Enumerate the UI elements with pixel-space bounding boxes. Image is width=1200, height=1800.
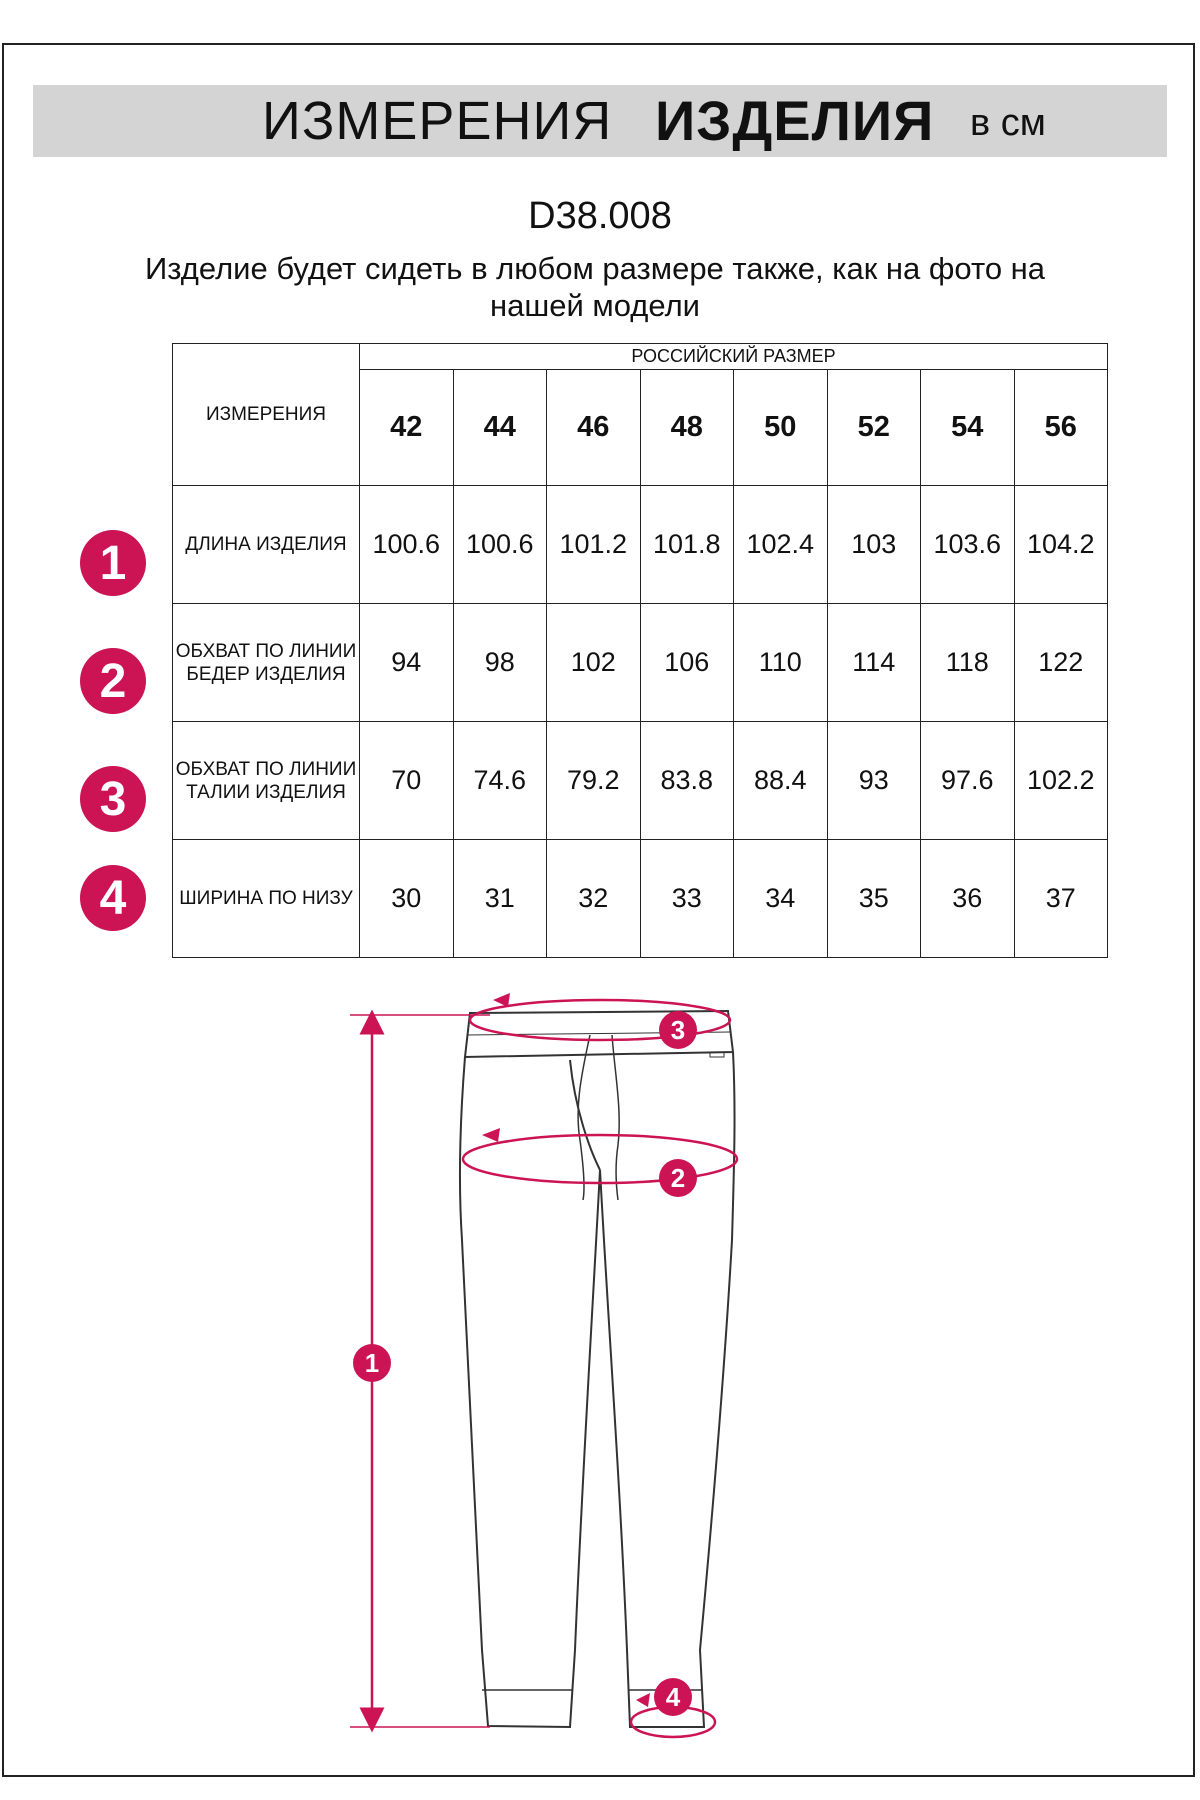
size-header: 46 <box>547 370 641 486</box>
table-cell: 122 <box>1014 604 1108 722</box>
table-cell: 31 <box>453 840 547 958</box>
diagram-pin <box>654 1678 692 1716</box>
size-header: 54 <box>921 370 1015 486</box>
svg-text:4: 4 <box>665 1682 681 1712</box>
diagram-pin <box>353 1344 391 1382</box>
fit-subtitle: Изделие будет сидеть в любом размере также, как на фото на нашей модели <box>144 251 1046 323</box>
diagram-pin <box>659 1011 697 1049</box>
table-cell: 79.2 <box>547 722 641 840</box>
table-cell: 110 <box>734 604 828 722</box>
table-cell: 102.2 <box>1014 722 1108 840</box>
size-header: 48 <box>640 370 734 486</box>
table-cell: 70 <box>360 722 454 840</box>
table-cell: 101.2 <box>547 486 641 604</box>
size-group-header: РОССИЙСКИЙ РАЗМЕР <box>360 344 1108 370</box>
pants-outline <box>460 1011 735 1727</box>
table-cell: 104.2 <box>1014 486 1108 604</box>
measurement-annotations <box>350 1000 737 1737</box>
table-cell: 83.8 <box>640 722 734 840</box>
table-cell: 114 <box>827 604 921 722</box>
table-cell: 97.6 <box>921 722 1015 840</box>
svg-text:2: 2 <box>670 1163 686 1193</box>
table-cell: 101.8 <box>640 486 734 604</box>
row-number-badge: 1 <box>80 530 146 596</box>
article-code: D38.008 <box>528 195 672 237</box>
table-cell: 100.6 <box>360 486 454 604</box>
table-cell: 74.6 <box>453 722 547 840</box>
table-cell: 103.6 <box>921 486 1015 604</box>
table-cell: 35 <box>827 840 921 958</box>
table-cell: 118 <box>921 604 1015 722</box>
table-cell: 33 <box>640 840 734 958</box>
table-cell: 93 <box>827 722 921 840</box>
row-number-badge: 4 <box>80 865 146 931</box>
diagram-pin <box>659 1159 697 1197</box>
size-header: 52 <box>827 370 921 486</box>
table-cell: 100.6 <box>453 486 547 604</box>
size-header: 56 <box>1014 370 1108 486</box>
table-cell: 102 <box>547 604 641 722</box>
row-number-badge: 3 <box>80 766 146 832</box>
table-cell: 88.4 <box>734 722 828 840</box>
svg-text:3: 3 <box>670 1015 686 1045</box>
size-header: 42 <box>360 370 454 486</box>
table-cell: 34 <box>734 840 828 958</box>
header-title-part2: ИЗДЕЛИЯ <box>655 89 935 152</box>
table-cell: 30 <box>360 840 454 958</box>
row-label: ОБХВАТ ПО ЛИНИИ БЕДЕР ИЗДЕЛИЯ <box>173 604 360 722</box>
table-cell: 32 <box>547 840 641 958</box>
size-header: 44 <box>453 370 547 486</box>
table-cell: 36 <box>921 840 1015 958</box>
table-cell: 102.4 <box>734 486 828 604</box>
svg-text:1: 1 <box>364 1348 380 1378</box>
table-cell: 103 <box>827 486 921 604</box>
row-label: ДЛИНА ИЗДЕЛИЯ <box>173 486 360 604</box>
table-cell: 106 <box>640 604 734 722</box>
row-label: ШИРИНА ПО НИЗУ <box>173 840 360 958</box>
row-label: ОБХВАТ ПО ЛИНИИ ТАЛИИ ИЗДЕЛИЯ <box>173 722 360 840</box>
table-cell: 94 <box>360 604 454 722</box>
row-number-badge: 2 <box>80 648 146 714</box>
size-header: 50 <box>734 370 828 486</box>
table-cell: 37 <box>1014 840 1108 958</box>
measurements-header: ИЗМЕРЕНИЯ <box>173 344 360 486</box>
table-cell: 98 <box>453 604 547 722</box>
header-title-part1: ИЗМЕРЕНИЯ <box>262 91 613 151</box>
header-unit: в см <box>970 102 1046 144</box>
